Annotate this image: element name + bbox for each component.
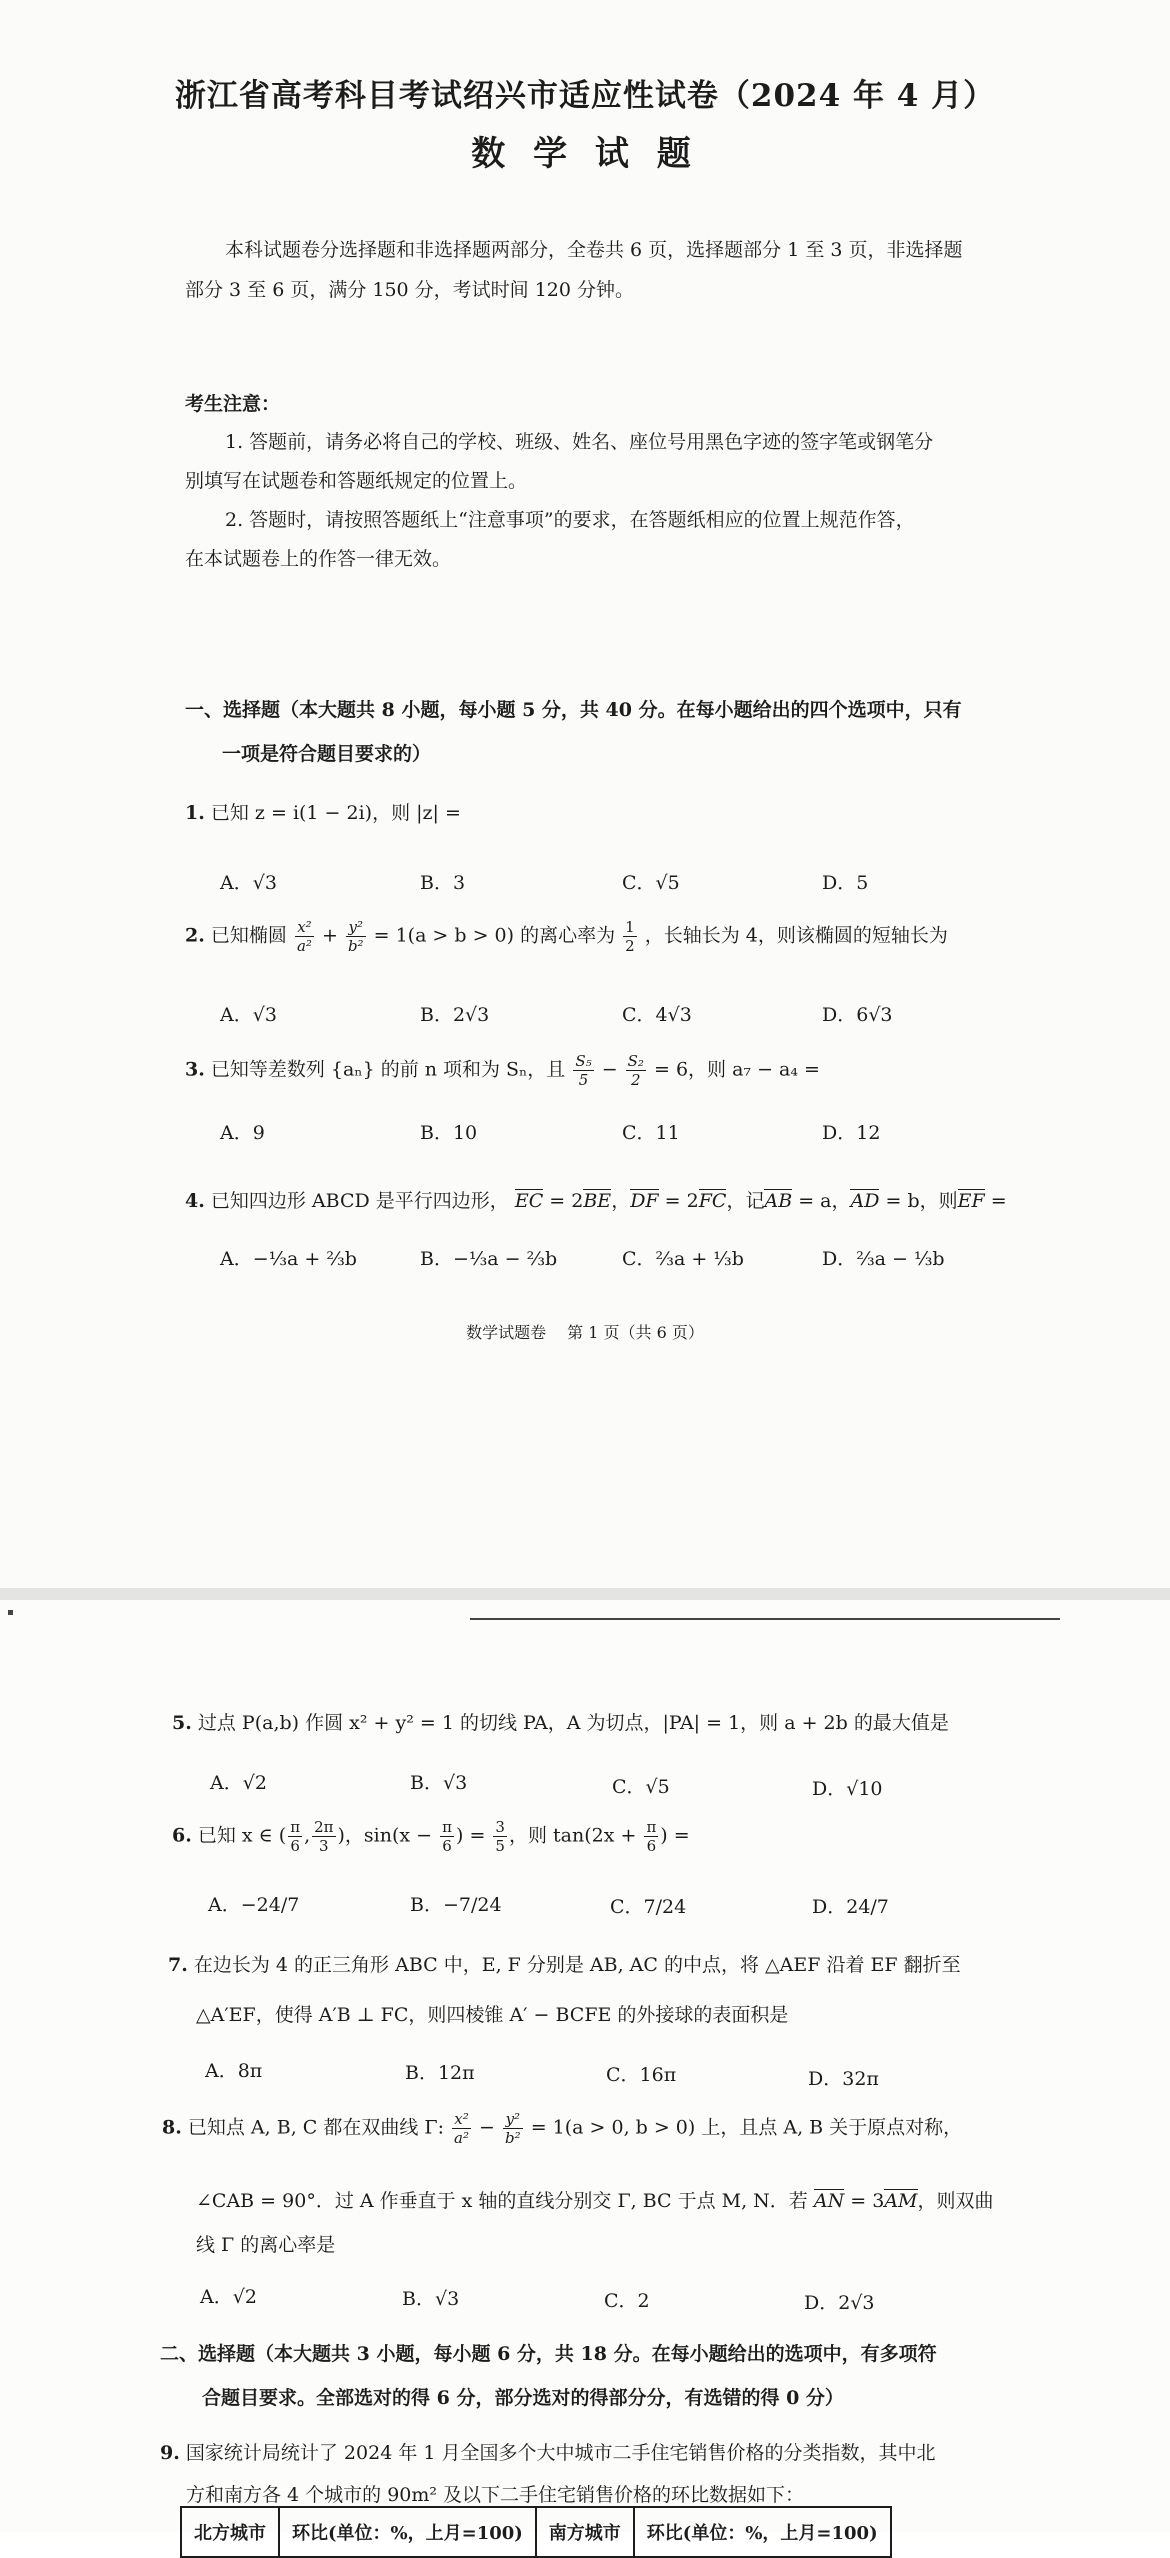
- fraction-2pi-3: $\frac{2\pi}{3}$: [314, 1818, 334, 1855]
- q1-option-d: D．5: [822, 872, 869, 894]
- fraction-y2-b2: $\frac{\text{y²}}{\text{b²}}$: [347, 918, 364, 955]
- intro-line-2: 部分 3 至 6 页，满分 150 分，考试时间 120 分钟。: [185, 279, 635, 301]
- question-stem: 过点 P(a,b) 作圆 x² + y² = 1 的切线 PA，A 为切点，|PA| = 1，则 a + 2b 的最大值是: [197, 1712, 949, 1734]
- table-header-cell: 环比(单位：%，上月=100): [279, 2507, 536, 2557]
- vector-be: BE: [583, 1190, 612, 1212]
- q5-option-a: A．√2: [210, 1772, 267, 1794]
- question-number: 6.: [172, 1824, 192, 1847]
- question-1: [185, 798, 985, 825]
- question-number: 3.: [185, 1058, 205, 1081]
- question-6: [172, 1818, 1072, 1855]
- q7-option-c: C．16π: [606, 2064, 677, 2086]
- fraction-y2-b2: $\frac{\text{y²}}{\text{b²}}$: [505, 2110, 521, 2147]
- q4-option-d: D．⅔a − ⅓b: [822, 1248, 945, 1270]
- question-text: ) =: [456, 1824, 486, 1847]
- fraction-s5-5: $\frac{\text{S₅}}{5}$: [575, 1052, 592, 1089]
- question-8-line-2: [196, 2186, 1096, 2213]
- vector-df: DF: [630, 1190, 659, 1212]
- q4-option-b: B．−⅓a − ⅔b: [420, 1248, 558, 1270]
- q8-option-d: D．2√3: [804, 2292, 875, 2314]
- table-header-cell: 环比(单位：%，上月=100): [634, 2507, 891, 2557]
- comma: ，: [611, 1190, 631, 1212]
- notice-1-line-2: 别填写在试题卷和答题纸规定的位置上。: [185, 470, 528, 492]
- equals-b: = b，则: [879, 1190, 958, 1212]
- question-7-line-2: △A′EF，使得 A′B ⊥ FC，则四棱锥 A′ − BCFE 的外接球的表面积是: [196, 2004, 789, 2026]
- q3-option-a: A．9: [220, 1122, 265, 1144]
- question-5: [172, 1708, 1072, 1735]
- question-3: [185, 1052, 1005, 1089]
- question-4: [185, 1186, 1005, 1213]
- question-text-line-1: 国家统计局统计了 2024 年 1 月全国多个大中城市二手住宅销售价格的分类指数，其中北: [185, 2442, 936, 2464]
- fraction-pi-6: $\frac{\pi}{6}$: [290, 1818, 301, 1855]
- question-text: 已知点 A, B, C 都在双曲线 Γ:: [187, 2116, 444, 2139]
- fraction-3-5: $\frac{3}{5}$: [495, 1818, 505, 1855]
- q7-option-a: A．8π: [205, 2060, 263, 2082]
- question-text: )，sin(x −: [337, 1824, 433, 1847]
- q8-option-a: A．√2: [200, 2286, 257, 2308]
- question-number: 4.: [185, 1190, 205, 1212]
- minus-sign: −: [601, 1058, 618, 1081]
- equals-three: = 3: [844, 2190, 885, 2212]
- question-text: 已知等差数列 {aₙ} 的前 n 项和为 Sₙ，且: [210, 1058, 566, 1081]
- page-separator: [0, 1588, 1170, 1600]
- question-text: ，长轴长为 4，则该椭圆的短轴长为: [644, 924, 948, 947]
- plus-sign: +: [321, 924, 338, 947]
- question-number: 1.: [185, 802, 205, 824]
- q5-option-c: C．√5: [612, 1776, 670, 1798]
- question-8: [162, 2110, 1092, 2147]
- notice-2-line-2: 在本试题卷上的作答一律无效。: [185, 548, 452, 570]
- question-number: 5.: [172, 1712, 192, 1734]
- notice-1-line-1: 1. 答题前，请务必将自己的学校、班级、姓名、座位号用黑色字迹的签字笔或钢笔分: [225, 431, 934, 453]
- exam-date: （2024 年 4 月）: [718, 78, 996, 114]
- exam-title-line: [0, 70, 1170, 115]
- section-2-heading-line-2: 合题目要求。全部选对的得 6 分，部分选对的得部分分，有选错的得 0 分）: [202, 2387, 844, 2409]
- notice-2-line-1: 2. 答题时，请按照答题纸上“注意事项”的要求，在答题纸相应的位置上规范作答，: [225, 509, 915, 531]
- question-9-line-2: 方和南方各 4 个城市的 90m² 及以下二手住宅销售价格的环比数据如下：: [186, 2484, 805, 2506]
- equals-a: = a，: [792, 1190, 851, 1212]
- question-text: = 1(a > 0, b > 0) 上，且点 A, B 关于原点对称，: [530, 2116, 963, 2139]
- fraction-pi-6: $\frac{\pi}{6}$: [646, 1818, 657, 1855]
- question-number: 9.: [160, 2442, 180, 2464]
- q6-option-a: A．−24/7: [208, 1894, 300, 1916]
- fraction-x2-a2: $\frac{\text{x²}}{\text{a²}}$: [296, 918, 312, 955]
- exam-subtitle: 数 学 试 题: [471, 134, 699, 174]
- q4-option-a: A．−⅓a + ⅔b: [220, 1248, 357, 1270]
- q1-option-a: A．√3: [220, 872, 277, 894]
- q2-option-a: A．√3: [220, 1004, 277, 1026]
- question-text: ，则双曲: [917, 2190, 994, 2212]
- q6-option-d: D．24/7: [812, 1896, 889, 1918]
- q1-option-c: C．√5: [622, 872, 680, 894]
- question-9: [160, 2438, 1090, 2465]
- scan-edge-line: [470, 1618, 1060, 1620]
- table-header-cell: 北方城市: [181, 2507, 279, 2557]
- question-text: 已知椭圆: [210, 924, 287, 947]
- q1-option-b: B．3: [420, 872, 466, 894]
- question-number: 2.: [185, 924, 205, 947]
- equals-two: = 2: [658, 1190, 699, 1212]
- comma: ,: [304, 1824, 311, 1847]
- q7-option-b: B．12π: [405, 2062, 475, 2084]
- q2-option-d: D．6√3: [822, 1004, 893, 1026]
- question-text: 已知 x ∈ (: [197, 1824, 287, 1847]
- equals-two: = 2: [543, 1190, 584, 1212]
- q3-option-c: C．11: [622, 1122, 680, 1144]
- section-2-heading-line-1: 二、选择题（本大题共 3 小题，每小题 6 分，共 18 分。在每小题给出的选项中，有多项符: [160, 2343, 937, 2365]
- q3-option-d: D．12: [822, 1122, 881, 1144]
- question-stem: 已知 z = i(1 − 2i)，则 |z| =: [210, 802, 461, 824]
- question-text: 已知四边形 ABCD 是平行四边形，: [210, 1190, 509, 1212]
- question-text-line-1: 在边长为 4 的正三角形 ABC 中，E, F 分别是 AB, AC 的中点，将 △AEF 沿着 EF 翻折至: [193, 1954, 961, 1976]
- section-1-heading-line-1: 一、选择题（本大题共 8 小题，每小题 5 分，共 40 分。在每小题给出的四个选项中，只有: [185, 699, 962, 721]
- question-8-line-3: 线 Γ 的离心率是: [196, 2234, 336, 2256]
- vector-ec: EC: [514, 1190, 544, 1212]
- question-text: = 6，则 a₇ − a₄ =: [654, 1058, 820, 1081]
- question-number: 8.: [162, 2116, 182, 2139]
- vector-am: AM: [884, 2190, 918, 2212]
- scan-mark: [8, 1610, 13, 1615]
- page-footer: 数学试题卷 第 1 页（共 6 页）: [466, 1323, 704, 1342]
- fraction-s2-2: $\frac{\text{S₂}}{2}$: [627, 1052, 644, 1089]
- question-text: ，则 tan(2x +: [508, 1824, 637, 1847]
- q8-option-b: B．√3: [402, 2288, 460, 2310]
- exam-page-2: [0, 1600, 1170, 2544]
- equals-sign: =: [984, 1190, 1007, 1212]
- q5-option-b: B．√3: [410, 1772, 468, 1794]
- question-text: ) =: [660, 1824, 690, 1847]
- vector-ad: AD: [850, 1190, 880, 1212]
- question-text: 的离心率为: [520, 924, 616, 947]
- question-number: 7.: [168, 1954, 188, 1976]
- q7-option-d: D．32π: [808, 2068, 879, 2090]
- fraction-one-half: $\frac{1}{2}$: [625, 918, 635, 955]
- question-text: ，记: [726, 1190, 765, 1212]
- table-header-row: [181, 2507, 891, 2557]
- vector-an: AN: [813, 2190, 845, 2212]
- equation-tail: = 1(a > b > 0): [373, 924, 515, 947]
- vector-ab: AB: [764, 1190, 793, 1212]
- table-header-cell: 南方城市: [536, 2507, 634, 2557]
- q4-option-c: C．⅔a + ⅓b: [622, 1248, 744, 1270]
- q2-option-b: B．2√3: [420, 1004, 490, 1026]
- minus-sign: −: [479, 2116, 495, 2139]
- question-2: [185, 918, 1005, 955]
- vector-fc: FC: [698, 1190, 727, 1212]
- fraction-pi-6: $\frac{\pi}{6}$: [442, 1818, 452, 1855]
- q6-option-b: B．−7/24: [410, 1894, 502, 1916]
- fraction-x2-a2: $\frac{\text{x²}}{\text{a²}}$: [454, 2110, 469, 2147]
- q6-option-c: C．7/24: [610, 1896, 687, 1918]
- q3-option-b: B．10: [420, 1122, 478, 1144]
- intro-line-1: 本科试题卷分选择题和非选择题两部分，全卷共 6 页，选择题部分 1 至 3 页，非选择题: [225, 239, 963, 261]
- question-7: [168, 1950, 1068, 1977]
- exam-title: 浙江省高考科目考试绍兴市适应性试卷: [174, 78, 719, 114]
- section-1-heading-line-2: 一项是符合题目要求的）: [222, 743, 432, 765]
- q8-option-c: C．2: [604, 2290, 650, 2312]
- q5-option-d: D．√10: [812, 1778, 883, 1800]
- notice-heading: 考生注意：: [185, 393, 281, 415]
- vector-ef: EF: [957, 1190, 985, 1212]
- question-text: ∠CAB = 90°．过 A 作垂直于 x 轴的直线分别交 Γ, BC 于点 M, N．若: [196, 2190, 814, 2212]
- q9-price-table: [180, 2506, 892, 2558]
- q2-option-c: C．4√3: [622, 1004, 692, 1026]
